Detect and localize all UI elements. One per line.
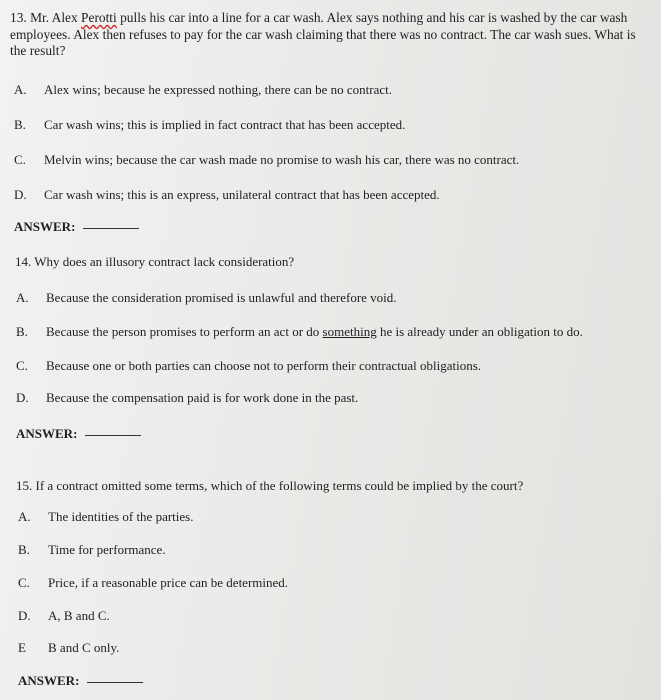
q15-answer-line: ANSWER: [18,673,143,689]
q15-option-c: C. Price, if a reasonable price can be determined. [18,575,289,590]
q15-option-e: E B and C only. [18,640,120,655]
q13-option-a: A. Alex wins; because he expressed nothing, there can be no contract. [14,82,392,97]
q14-option-a: A. Because the consideration promised is unlawful and therefore void. [16,290,397,305]
answer-blank[interactable] [83,228,139,229]
q15-option-b: B. Time for performance. [18,542,166,557]
q14-option-c: C. Because one or both parties can choose not to perform their contractual obligations. [16,358,481,373]
q15-option-a: A. The identities of the parties. [18,509,194,524]
question-14-stem: 14. Why does an illusory contract lack consideration? [15,254,295,269]
q13-option-b: B. Car wash wins; this is implied in fact contract that has been accepted. [14,117,406,132]
q14-option-d: D. Because the compensation paid is for work done in the past. [16,390,359,405]
answer-blank[interactable] [85,435,141,436]
answer-blank[interactable] [87,682,143,683]
q14-option-b: B. Because the person promises to perform an act or do something he is already under an obligation to do. [16,324,583,339]
question-13 [10,10,646,60]
q13-option-c: C. Melvin wins; because the car wash made no promise to wash his car, there was no contract. [14,152,520,167]
q13-option-d: D. Car wash wins; this is an express, unilateral contract that has been accepted. [14,187,440,202]
misspelled-name: Perotti [81,10,117,25]
question-13-stem: 13. Mr. Alex Perotti pulls his car into a line for a car wash. Alex says nothing and his car is washed by the car wash employees. Alex then refuses to pay for the car wash claiming that there was no contract. The car wash sues. What is the result? [10,10,636,58]
underlined-word: something [322,324,377,339]
question-15-stem: 15. If a contract omitted some terms, which of the following terms could be implied by the court? [16,478,524,493]
q15-option-d: D. A, B and C. [18,608,110,623]
q14-answer-line: ANSWER: [16,426,141,442]
q13-answer-line: ANSWER: [14,219,139,235]
